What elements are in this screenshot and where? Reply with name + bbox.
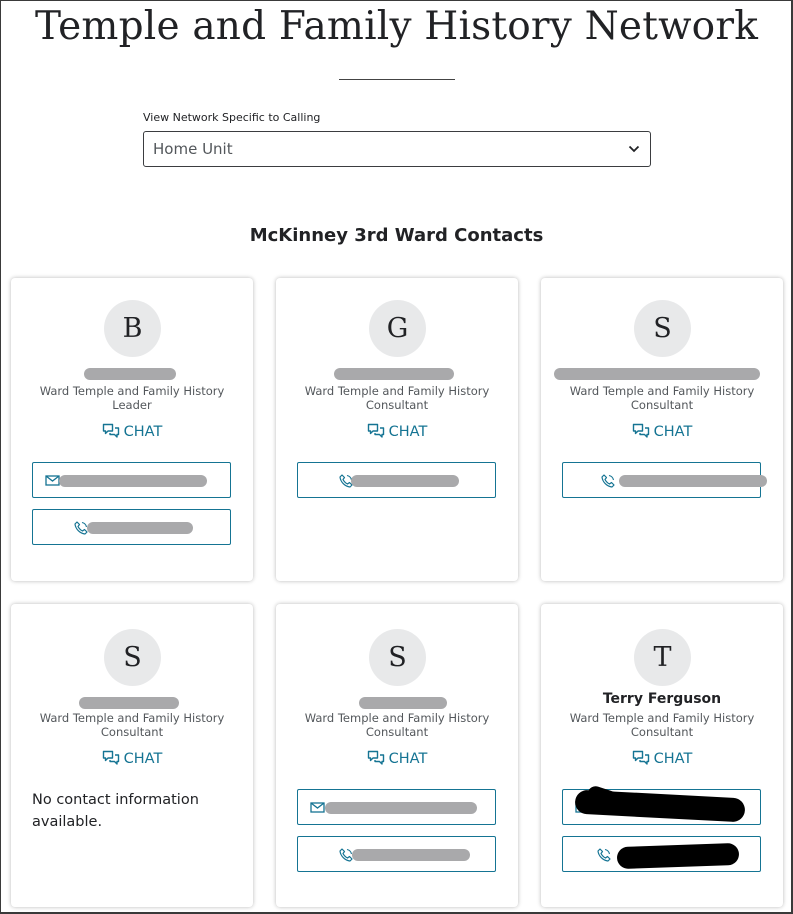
avatar: B [104, 300, 161, 357]
contact-role: Ward Temple and Family History Consultant [304, 384, 490, 412]
contact-name: Terry Ferguson [602, 691, 722, 707]
phone-icon [74, 521, 88, 535]
phone-scribble-redaction [617, 843, 740, 869]
email-redacted [59, 475, 207, 487]
chat-button[interactable] [541, 750, 783, 767]
chat-button[interactable] [276, 423, 518, 440]
email-redacted [325, 802, 477, 814]
chat-label: CHAT [388, 751, 428, 767]
email-button[interactable] [562, 789, 761, 825]
phone-redacted [352, 849, 470, 861]
chat-button[interactable] [11, 423, 253, 440]
email-button[interactable] [32, 462, 231, 498]
chat-button[interactable] [541, 423, 783, 440]
contact-name-redacted [554, 368, 760, 380]
contact-card [276, 278, 518, 581]
chevron-down-icon [628, 145, 640, 153]
title-divider [339, 79, 455, 80]
avatar: S [369, 629, 426, 686]
phone-redacted [619, 475, 767, 487]
contact-role: Ward Temple and Family History Consultant [39, 711, 225, 739]
envelope-icon [310, 802, 325, 813]
chat-bubbles-icon [367, 423, 385, 439]
calling-select[interactable] [143, 131, 651, 167]
contact-role: Ward Temple and Family History Consultant [569, 711, 755, 739]
contact-card [11, 278, 253, 581]
envelope-icon [45, 475, 60, 486]
contact-card [11, 604, 253, 907]
phone-button[interactable] [32, 509, 231, 545]
contact-card [541, 278, 783, 581]
phone-button[interactable] [562, 836, 761, 872]
contact-name-redacted [334, 368, 454, 380]
phone-icon [601, 474, 615, 488]
contact-role: Ward Temple and Family History Consultant [304, 711, 490, 739]
contact-card [276, 604, 518, 907]
phone-button[interactable] [562, 462, 761, 498]
contact-name-redacted [359, 697, 447, 709]
phone-icon [339, 848, 353, 862]
phone-button[interactable] [297, 462, 496, 498]
calling-select-value: Home Unit [153, 140, 233, 158]
contact-name-redacted [84, 368, 176, 380]
chat-bubbles-icon [367, 750, 385, 766]
email-button[interactable] [297, 789, 496, 825]
chat-bubbles-icon [102, 423, 120, 439]
chat-label: CHAT [123, 424, 163, 440]
phone-button[interactable] [297, 836, 496, 872]
chat-label: CHAT [653, 424, 693, 440]
chat-bubbles-icon [632, 750, 650, 766]
chat-bubbles-icon [102, 750, 120, 766]
chat-bubbles-icon [632, 423, 650, 439]
contact-card [541, 604, 783, 907]
contact-role: Ward Temple and Family History Consultant [569, 384, 755, 412]
chat-label: CHAT [653, 751, 693, 767]
no-contact-message: No contact information available. [32, 792, 199, 830]
contact-role: Ward Temple and Family History Leader [39, 384, 225, 412]
calling-select-label: View Network Specific to Calling [143, 111, 321, 124]
phone-redacted [87, 522, 193, 534]
contact-name-redacted [79, 697, 179, 709]
section-title: McKinney 3rd Ward Contacts [249, 225, 544, 246]
page-title: Temple and Family History Network [34, 4, 759, 49]
phone-icon [597, 848, 611, 862]
chat-label: CHAT [123, 751, 163, 767]
chat-label: CHAT [388, 424, 428, 440]
avatar: S [634, 300, 691, 357]
chat-button[interactable] [276, 750, 518, 767]
avatar: S [104, 629, 161, 686]
avatar: T [634, 629, 691, 686]
phone-redacted [351, 475, 459, 487]
chat-button[interactable] [11, 750, 253, 767]
avatar: G [369, 300, 426, 357]
